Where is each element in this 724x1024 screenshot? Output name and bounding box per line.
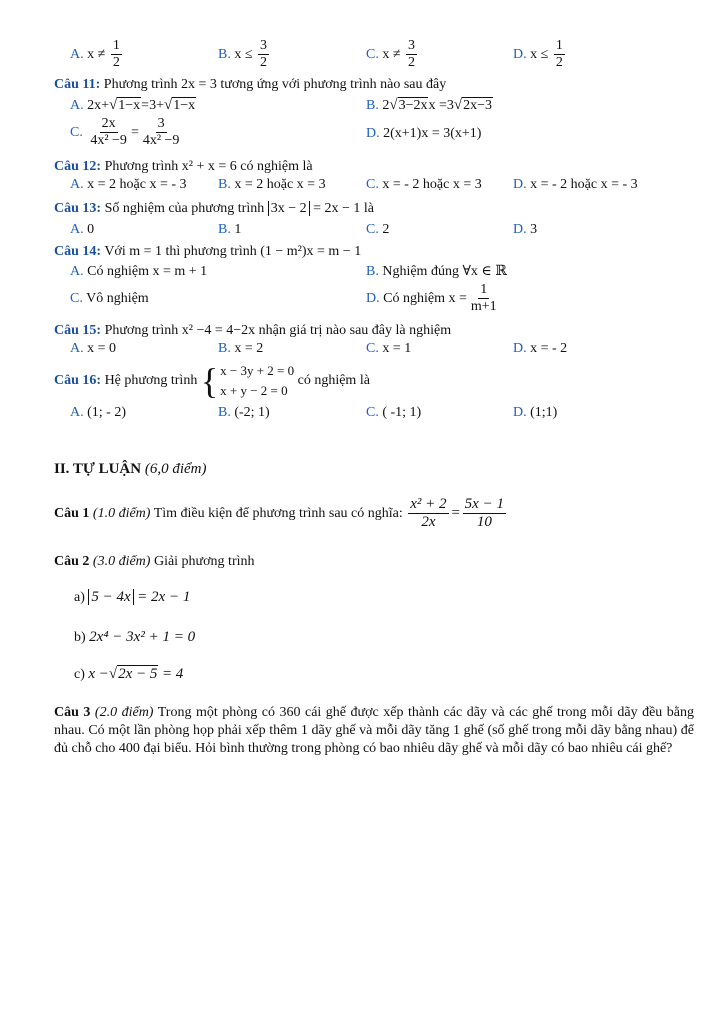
section-title: II. TỰ LUẬN xyxy=(54,461,142,477)
absolute-value: 3x − 2 xyxy=(268,201,310,216)
absolute-value: 5 − 4x xyxy=(88,589,133,605)
numerator: 5x − 1 xyxy=(463,496,506,514)
option-label: B. xyxy=(366,98,379,113)
fraction xyxy=(408,496,448,532)
denominator: 2 xyxy=(408,55,416,71)
option-text: x = 2 xyxy=(234,341,264,356)
question-label: Câu 13: xyxy=(54,201,102,216)
fraction xyxy=(258,38,269,71)
q14-option-b[interactable] xyxy=(366,264,507,281)
option-text: 1 xyxy=(234,222,242,237)
sqrt-icon: √ xyxy=(109,97,118,113)
q16-option-c[interactable] xyxy=(366,405,421,422)
option-label: B. xyxy=(218,405,231,420)
equation: = 2x − 1 xyxy=(137,589,191,605)
q10-option-b[interactable] xyxy=(218,38,271,71)
option-text: x = 2 hoặc x = 3 xyxy=(234,177,326,192)
option-text: 3 xyxy=(530,222,538,237)
numerator: 2x xyxy=(100,116,118,133)
denominator: 2x xyxy=(421,514,436,531)
fraction xyxy=(463,496,506,532)
q15-option-a[interactable] xyxy=(70,341,116,358)
q11-option-a[interactable] xyxy=(70,96,196,115)
radicand: 3−2x xyxy=(398,98,428,113)
question-text: Phương trình 2x = 3 tương ứng với phương trình nào sau đây xyxy=(103,77,447,92)
q12-option-c[interactable] xyxy=(366,177,482,194)
question-text: là xyxy=(363,201,375,216)
essay-2-part-a xyxy=(74,588,190,607)
expr-part: =3+ xyxy=(141,98,164,113)
fraction xyxy=(554,38,565,71)
option-label: C. xyxy=(366,405,379,420)
option-label: C. xyxy=(366,177,379,192)
option-text: ( -1; 1) xyxy=(382,405,422,420)
question-label: Câu 2 xyxy=(54,554,90,569)
essay-2-part-c xyxy=(74,665,183,684)
option-text: 2(x+1)x = 3(x+1) xyxy=(383,126,482,141)
option-label: A. xyxy=(70,98,84,113)
option-label: A. xyxy=(70,341,84,356)
option-text: x = 0 xyxy=(87,341,117,356)
question-points: (3.0 điểm) xyxy=(92,554,151,569)
equation: = 4 xyxy=(161,666,184,682)
denominator: 4x² −9 xyxy=(90,133,127,149)
q16-option-a[interactable] xyxy=(70,405,126,422)
option-label: C. xyxy=(70,124,83,140)
option-label: D. xyxy=(513,222,527,237)
question-label: Câu 12: xyxy=(54,159,102,174)
question-label: Câu 16: xyxy=(54,373,102,389)
denominator: 10 xyxy=(476,514,492,531)
numerator: 3 xyxy=(156,116,167,133)
option-label: B. xyxy=(218,177,231,192)
option-text: (-2; 1) xyxy=(234,405,270,420)
question-label: Câu 3 xyxy=(54,705,91,720)
system-line: x + y − 2 = 0 xyxy=(220,383,288,398)
radicand: 1−x xyxy=(118,98,141,113)
q11-option-d[interactable] xyxy=(366,126,481,143)
option-label: B. xyxy=(218,222,231,237)
equation: x² −4 = 4−2x xyxy=(181,323,256,338)
question-points: (2.0 điểm) xyxy=(94,705,154,720)
equals-sign: = xyxy=(450,504,461,521)
option-text: x = - 2 hoặc x = 3 xyxy=(382,177,482,192)
fraction xyxy=(141,116,182,149)
q16-stem xyxy=(54,361,370,401)
q15-option-b[interactable] xyxy=(218,341,263,358)
q10-option-c[interactable] xyxy=(366,38,419,71)
q13-option-c[interactable] xyxy=(366,222,389,239)
q12-stem xyxy=(54,159,313,176)
question-text: có nghiệm là xyxy=(297,373,370,389)
option-text: x = - 2 xyxy=(530,341,568,356)
q14-option-a[interactable] xyxy=(70,264,207,281)
option-text: (1; - 2) xyxy=(87,405,127,420)
question-label: Câu 1 xyxy=(54,505,90,521)
option-text: 0 xyxy=(87,222,95,237)
option-label: A. xyxy=(70,222,84,237)
q15-option-c[interactable] xyxy=(366,341,411,358)
equation: = 2x − 1 xyxy=(313,201,361,216)
option-label: A. xyxy=(70,46,84,62)
equation: x² + x = 6 xyxy=(181,159,237,174)
option-text: Có nghiệm xyxy=(383,290,445,306)
option-label: C. xyxy=(366,46,379,62)
option-text: x ≠ xyxy=(87,46,109,62)
sqrt-icon: √ xyxy=(389,97,398,113)
part-label: c) xyxy=(74,667,85,682)
option-text: x = 1 xyxy=(382,341,412,356)
denominator: 2 xyxy=(260,55,268,71)
fraction xyxy=(88,116,129,149)
sqrt-icon: √ xyxy=(453,97,463,113)
q13-stem xyxy=(54,201,374,218)
option-label: D. xyxy=(513,177,527,192)
q11-stem xyxy=(54,77,446,94)
question-text: Tìm điều kiện để phương trình sau có nghĩa: xyxy=(153,505,403,521)
option-label: C. xyxy=(366,341,379,356)
sqrt-icon: √ xyxy=(108,666,118,682)
essay-2 xyxy=(54,554,255,571)
numerator: 1 xyxy=(554,38,565,55)
option-text: (1;1) xyxy=(530,405,558,420)
option-label: A. xyxy=(70,264,84,279)
radicand: 2x−3 xyxy=(463,98,493,113)
section-points: (6,0 điểm) xyxy=(144,461,207,477)
system-lines xyxy=(220,361,294,401)
system-line: x − 3y + 2 = 0 xyxy=(220,363,295,378)
option-label: B. xyxy=(218,341,231,356)
essay-1 xyxy=(54,496,508,532)
equals-sign: = xyxy=(130,124,139,140)
question-text: Giải phương trình xyxy=(153,554,255,569)
denominator: 2 xyxy=(112,55,120,71)
option-label: A. xyxy=(70,177,84,192)
equation: (1 − m²)x = m − 1 xyxy=(260,244,362,259)
numerator: 3 xyxy=(406,38,417,55)
question-text: Hệ phương trình xyxy=(104,373,198,389)
option-text: x = 2 hoặc x = - 3 xyxy=(87,177,187,192)
option-label: D. xyxy=(366,290,380,306)
numerator: 1 xyxy=(478,282,489,299)
q16-option-d[interactable] xyxy=(513,405,557,422)
q13-option-a[interactable] xyxy=(70,222,94,239)
option-text: Có nghiệm xyxy=(87,264,149,279)
option-text: x ≠ xyxy=(382,46,405,62)
question-text: Phương trình xyxy=(104,159,179,174)
fraction xyxy=(111,38,122,71)
q13-option-b[interactable] xyxy=(218,222,241,239)
denominator: m+1 xyxy=(470,299,497,315)
option-label: A. xyxy=(70,405,84,420)
q12-option-a[interactable] xyxy=(70,177,187,194)
q14-option-c[interactable] xyxy=(70,291,149,308)
option-text: 2 xyxy=(382,222,390,237)
expr-part: 2 xyxy=(382,98,390,113)
essay-3 xyxy=(54,704,694,758)
question-text: có nghiệm là xyxy=(240,159,313,174)
option-math: ∀x ∈ ℝ xyxy=(462,264,507,279)
question-text: Phương trình xyxy=(104,323,179,338)
option-label: C. xyxy=(366,222,379,237)
q13-option-d[interactable] xyxy=(513,222,537,239)
equation-system xyxy=(201,361,294,401)
fraction xyxy=(469,282,499,315)
q10-option-a[interactable] xyxy=(70,38,124,71)
denominator: 2 xyxy=(555,55,563,71)
q15-stem xyxy=(54,323,451,340)
essay-2-part-b xyxy=(74,628,195,647)
option-math: x = m + 1 xyxy=(152,264,208,279)
expr-part: 2x+ xyxy=(87,98,110,113)
option-text: Vô nghiệm xyxy=(86,291,149,306)
option-label: D. xyxy=(513,405,527,420)
option-label: D. xyxy=(513,46,527,62)
q14-stem xyxy=(54,244,361,261)
numerator: 1 xyxy=(111,38,122,55)
radicand: 2x − 5 xyxy=(118,666,158,682)
option-math: x = xyxy=(448,290,467,306)
expr-part: x − xyxy=(88,666,109,682)
option-text: x ≤ xyxy=(530,46,552,62)
fraction xyxy=(406,38,417,71)
option-label: B. xyxy=(366,264,379,279)
question-text: Trong một phòng có 360 cái ghế được xếp thành các dãy và các ghế trong mỗi dãy đều bằng nhau. Có một lần phòng họp phải xếp thêm 1 dãy ghế và mỗi dãy tăng 1 ghế (số ghế trong mỗi dãy bằng nhau) để đủ chỗ cho 400 đại biểu. Hỏi bình thường trong phòng có bao nhiêu dãy ghế và mỗi dãy có bao nhiêu cái ghế? xyxy=(54,705,695,756)
q15-option-d[interactable] xyxy=(513,341,567,358)
question-label: Câu 14: xyxy=(54,244,102,259)
question-text: Số nghiệm của phương trình xyxy=(104,201,265,216)
equation: 2x⁴ − 3x² + 1 = 0 xyxy=(89,629,196,645)
q11-option-c[interactable] xyxy=(70,116,183,149)
option-label: D. xyxy=(513,341,527,356)
q16-option-b[interactable] xyxy=(218,405,270,422)
expr-part: x =3 xyxy=(428,98,454,113)
sqrt-icon: √ xyxy=(163,97,173,113)
option-label: B. xyxy=(218,46,231,62)
option-text: x ≤ xyxy=(234,46,257,62)
option-label: D. xyxy=(366,126,380,141)
brace-icon: { xyxy=(200,361,219,401)
question-points: (1.0 điểm) xyxy=(92,505,151,521)
q14-option-d[interactable] xyxy=(366,282,501,315)
option-text: Nghiệm đúng xyxy=(382,264,459,279)
question-label: Câu 15: xyxy=(54,323,102,338)
q12-option-d[interactable] xyxy=(513,177,638,194)
question-label: Câu 11: xyxy=(54,77,101,92)
numerator: 3 xyxy=(258,38,269,55)
q12-option-b[interactable] xyxy=(218,177,326,194)
radicand: 1−x xyxy=(173,98,196,113)
denominator: 4x² −9 xyxy=(142,133,180,149)
numerator: x² + 2 xyxy=(408,496,448,514)
q11-option-b[interactable] xyxy=(366,96,493,115)
section-heading xyxy=(54,460,207,478)
part-label: b) xyxy=(74,630,86,645)
question-text: Với m = 1 thì phương trình xyxy=(104,244,257,259)
q10-option-d[interactable] xyxy=(513,38,567,71)
option-text: x = - 2 hoặc x = - 3 xyxy=(530,177,638,192)
option-label: C. xyxy=(70,291,83,306)
part-label: a) xyxy=(74,590,85,605)
question-text: nhận giá trị nào sau đây là nghiệm xyxy=(258,323,452,338)
